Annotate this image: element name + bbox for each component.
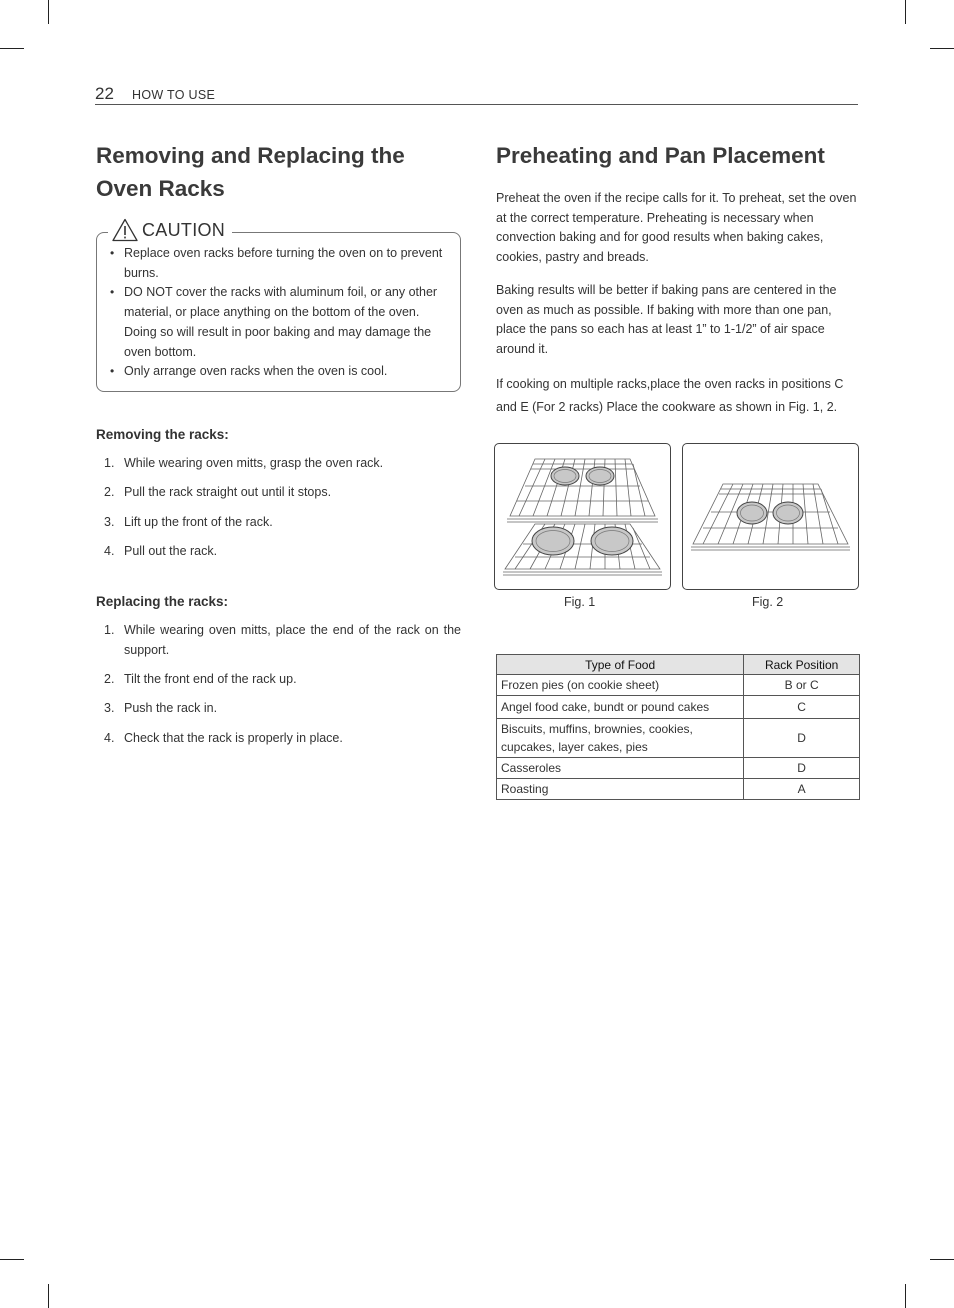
table-row bbox=[497, 675, 860, 696]
position-cell: C bbox=[744, 696, 860, 719]
table-row bbox=[497, 779, 860, 800]
paragraph-preheat: Preheat the oven if the recipe calls for it. To preheat, set the oven at the correct temperature. Preheating is necessary when convection baking and for good results when baking cakes, cookies, pastry and breads. bbox=[496, 191, 857, 265]
caution-label: CAUTION bbox=[142, 219, 226, 240]
figure-2 bbox=[682, 443, 859, 590]
position-cell: D bbox=[744, 719, 860, 758]
position-cell: A bbox=[744, 779, 860, 800]
header-divider bbox=[95, 104, 858, 105]
table-row bbox=[497, 696, 860, 719]
table-row bbox=[497, 758, 860, 779]
crop-mark bbox=[0, 1259, 24, 1260]
list-item: 1. While wearing oven mitts, place the end of the rack on the support. bbox=[104, 623, 461, 657]
list-item: 3. Lift up the front of the rack. bbox=[104, 514, 273, 529]
crop-mark bbox=[905, 1284, 906, 1308]
removing-heading: Removing the racks: bbox=[96, 427, 229, 442]
preheating-title: Preheating and Pan Placement bbox=[496, 143, 825, 168]
crop-mark bbox=[0, 48, 24, 49]
caution-item: • Only arrange oven racks when the oven is cool. bbox=[108, 362, 448, 382]
position-cell: D bbox=[744, 758, 860, 779]
paragraph-pan-placement: Baking results will be better if baking pans are centered in the oven as much as possible. If baking with more than one pan, place the pans so each has at least 1” to 1-1/2” of air space around it. bbox=[496, 283, 837, 357]
figure-2-caption: Fig. 2 bbox=[752, 595, 784, 609]
two-rack-illustration bbox=[495, 444, 670, 589]
crop-mark bbox=[930, 48, 954, 49]
caution-heading bbox=[108, 216, 232, 244]
figure-1 bbox=[494, 443, 671, 590]
caution-item: • Replace oven racks before turning the oven on to prevent burns. bbox=[108, 244, 448, 283]
table-row bbox=[497, 719, 860, 758]
food-cell: Angel food cake, bundt or pound cakes bbox=[497, 696, 744, 719]
section-label: HOW TO USE bbox=[132, 88, 216, 102]
caution-item: • DO NOT cover the racks with aluminum foil, or any other material, or place anything on the bottom of the oven. Doing so will result in poor baking and may damage the oven bottom. bbox=[108, 283, 448, 362]
list-item: 1. While wearing oven mitts, grasp the oven rack. bbox=[104, 456, 384, 470]
table-header-row bbox=[497, 655, 860, 675]
food-cell: Biscuits, muffins, brownies, cookies, cupcakes, layer cakes, pies bbox=[497, 719, 744, 758]
page-number: 22 bbox=[95, 84, 114, 103]
food-cell: Casseroles bbox=[497, 758, 744, 779]
crop-mark bbox=[48, 1284, 49, 1308]
paragraph-multiple-racks: If cooking on multiple racks,place the oven racks in positions C and E (For 2 racks) Place the cookware as shown in Fig. 1, 2. bbox=[496, 377, 844, 414]
list-item: 4. Check that the rack is properly in place. bbox=[104, 730, 343, 745]
warning-triangle-icon bbox=[112, 218, 138, 242]
crop-mark bbox=[905, 0, 906, 24]
list-item: 4. Pull out the rack. bbox=[104, 543, 218, 558]
rack-position-table bbox=[496, 654, 860, 800]
crop-mark bbox=[48, 0, 49, 24]
crop-mark bbox=[930, 1259, 954, 1260]
replacing-heading: Replacing the racks: bbox=[96, 594, 229, 609]
column-header: Rack Position bbox=[744, 655, 860, 675]
caution-list bbox=[108, 244, 448, 382]
list-item: 2. Tilt the front end of the rack up. bbox=[104, 672, 297, 686]
removing-steps bbox=[96, 454, 461, 562]
one-rack-illustration bbox=[683, 444, 858, 589]
column-header: Type of Food bbox=[497, 655, 744, 675]
figure-1-caption: Fig. 1 bbox=[564, 595, 596, 609]
food-cell: Frozen pies (on cookie sheet) bbox=[497, 675, 744, 696]
removing-replacing-title: Removing and Replacing the Oven Racks bbox=[96, 143, 405, 201]
replacing-steps bbox=[96, 621, 461, 748]
list-item: 3. Push the rack in. bbox=[104, 701, 218, 716]
list-item: 2. Pull the rack straight out until it stops. bbox=[104, 485, 332, 500]
position-cell: B or C bbox=[744, 675, 860, 696]
food-cell: Roasting bbox=[497, 779, 744, 800]
